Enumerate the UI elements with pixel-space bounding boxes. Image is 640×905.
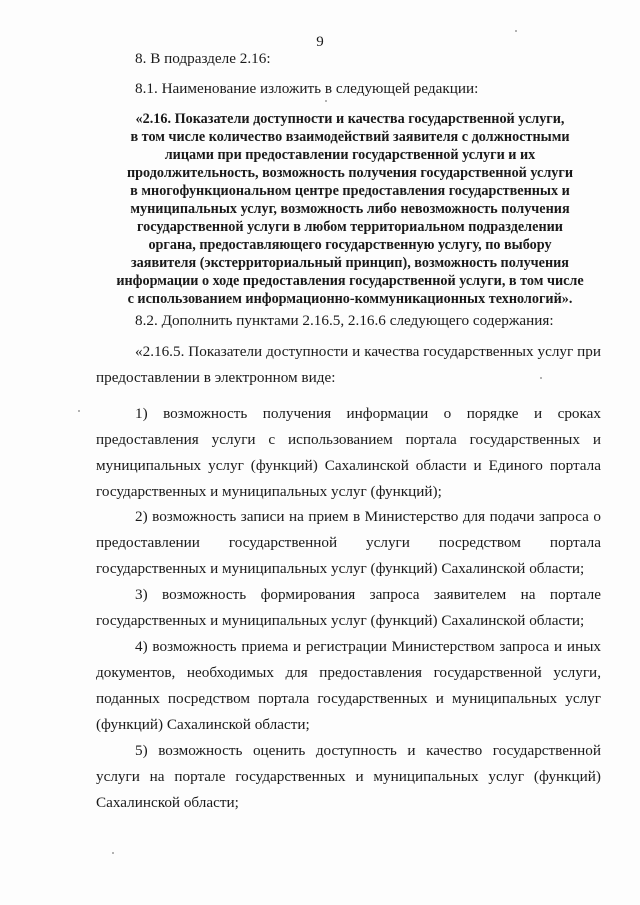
list-item-5-line: Сахалинской области; [96, 794, 239, 811]
list-item-4-line: документов, необходимых для предоставления государственной услуги, [96, 664, 601, 681]
heading-line: лицами при предоставлении государственной услуги и их [164, 147, 536, 163]
scan-speck [78, 410, 80, 412]
heading-line: с использованием информационно-коммуникационных технологий». [127, 291, 573, 307]
list-item-1-line: муниципальных услуг (функций) Сахалинской области и Единого портала [96, 457, 601, 474]
heading-line: информации о ходе предоставления государственной услуги, в том числе [116, 273, 584, 289]
list-item-4-line: (функций) Сахалинской области; [96, 716, 310, 733]
scan-speck [515, 30, 517, 32]
item-2-16-5-line: «2.16.5. Показатели доступности и качества государственных услуг при [135, 343, 601, 360]
list-item-4-line: поданных посредством портала государственных и муниципальных услуг [96, 690, 601, 707]
heading-line: органа, предоставляющего государственную услугу, по выбору [148, 237, 552, 253]
heading-line: «2.16. Показатели доступности и качества государственной услуги, [135, 111, 565, 127]
scan-speck [112, 852, 114, 854]
heading-line: в том числе количество взаимодействий заявителя с должностными [130, 129, 570, 145]
heading-line: заявителя (экстерриториальный принцип), возможность получения [130, 255, 569, 271]
list-item-5-line: услуги на портале государственных и муниципальных услуг (функций) [96, 768, 601, 785]
heading-line: государственной услуги в любом территориальном подразделении [137, 219, 563, 235]
paragraph-8-1: 8.1. Наименование изложить в следующей редакции: [135, 80, 479, 97]
list-item-3-line: государственных и муниципальных услуг (функций) Сахалинской области; [96, 612, 585, 629]
scan-speck [540, 377, 542, 379]
list-item-2-line: государственных и муниципальных услуг (функций) Сахалинской области; [96, 560, 585, 577]
heading-line: в многофункциональном центре предоставления государственных и [130, 183, 570, 199]
scan-speck [325, 100, 327, 102]
paragraph-8-2: 8.2. Дополнить пунктами 2.16.5, 2.16.6 следующего содержания: [135, 312, 554, 329]
list-item-1-line: предоставления услуги с использованием портала государственных и [96, 431, 601, 448]
list-item-2-line: 2) возможность записи на прием в Министерство для подачи запроса о [135, 508, 601, 525]
paragraph-8: 8. В подразделе 2.16: [135, 50, 271, 67]
list-item-3-line: 3) возможность формирования запроса заявителем на портале [135, 586, 601, 603]
list-item-1-line: государственных и муниципальных услуг (функций); [96, 483, 442, 500]
heading-line: муниципальных услуг, возможность либо невозможность получения [130, 201, 570, 217]
heading-line: продолжительность, возможность получения государственной услуги [126, 165, 574, 181]
list-item-4-line: 4) возможность приема и регистрации Министерством запроса и иных [135, 638, 601, 655]
item-2-16-5-line: предоставлении в электронном виде: [96, 369, 336, 386]
list-item-1-line: 1) возможность получения информации о порядке и сроках [135, 405, 601, 422]
list-item-5-line: 5) возможность оценить доступность и качество государственной [135, 742, 601, 759]
page-number: 9 [316, 34, 324, 50]
list-item-2-line: предоставлении государственной услуги посредством портала [96, 534, 601, 551]
